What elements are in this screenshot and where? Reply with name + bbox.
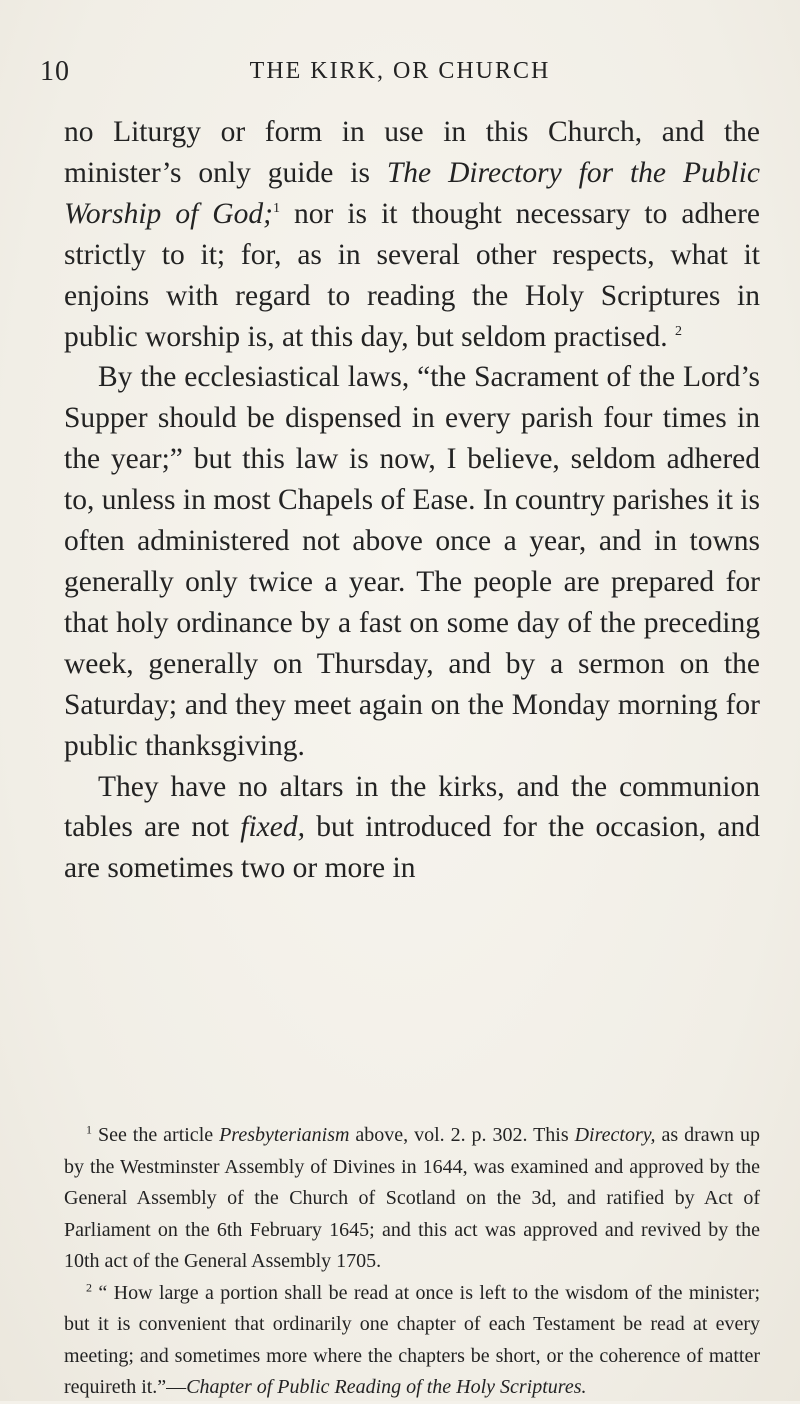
paragraph-liturgy-text-a: no Liturgy or form in use in this Church, and the minister’s only guide is [64,116,760,189]
paragraph-liturgy [64,112,760,357]
footnote-1-text-a: See the article [97,1124,220,1146]
footnote-2-source: Chapter of Public Reading of the Holy Scriptures. [186,1376,587,1398]
footnote-2-text-a: “ How large a portion shall be read at once is left to the wisdom of the minister; but it is convenient that ordinarily one chapter of each Testament be read at every meeting; and sometimes more where the chapters be short, or the coherence of matter requireth it.”— [64,1281,761,1398]
paragraph-sacrament: By the ecclesiastical laws, “the Sacrament of the Lord’s Supper should be dispensed in every parish four times in the year;” but this law is now, I believe, seldom adhered to, unless in most Chapels of Ease. In country parishes it is often administered not above once a year, and in towns generally only twice a year. The people are prepared for that holy ordinance by a fast on some day of the preceding week, generally on Thursday, and by a sermon on the Saturday; and they meet again on the Monday morning for public thanksgiving. [64,361,760,762]
footnote-1 [64,1120,760,1278]
footnote-mark-1: 1 [86,1122,92,1137]
paragraph-altars-text-a: They have no altars in the kirks, and the communion tables are not [64,770,760,844]
footnote-1-text-c: as drawn up by the Westminster Assembly of Divines in 1644, was examined and approved by the General Assembly of the Church of Scotland on the 3d, and ratified by Act of Parliament on the 6th February 1645; and this act was approved and revived by the 10th act of the General Assembly 1705. [64,1124,761,1272]
paragraph-altars [64,767,760,890]
running-head: THE KIRK, OR CHURCH [249,58,551,84]
directory-title: The Directory for the Public Worship of God; [64,156,760,230]
body-text [64,112,760,889]
emphasis-fixed: fixed, [240,811,305,844]
footnote-1-emphasis-directory: Directory, [574,1124,656,1146]
footnote-1-emphasis-presbyterianism: Presbyterianism [219,1124,350,1146]
footnote-ref-1: 1 [272,200,280,216]
page-header [0,56,800,96]
footnote-1-text-b: above, vol. 2. p. 302. This [349,1124,575,1146]
footnote-2 [64,1278,760,1404]
footnote-mark-2: 2 [86,1279,92,1294]
footnotes [64,1120,760,1404]
paragraph-liturgy-text-b: nor is it thought necessary to adhere strictly to it; for, as in several other respects, what it enjoins with regard to reading the Holy Scriptures in public worship is, at this day, but seldom practised. [64,197,760,353]
footnote-ref-2: 2 [674,323,682,339]
paragraph-altars-text-b: but introduced for the occasion, and are sometimes two or more in [64,811,760,885]
page-number: 10 [40,56,70,87]
